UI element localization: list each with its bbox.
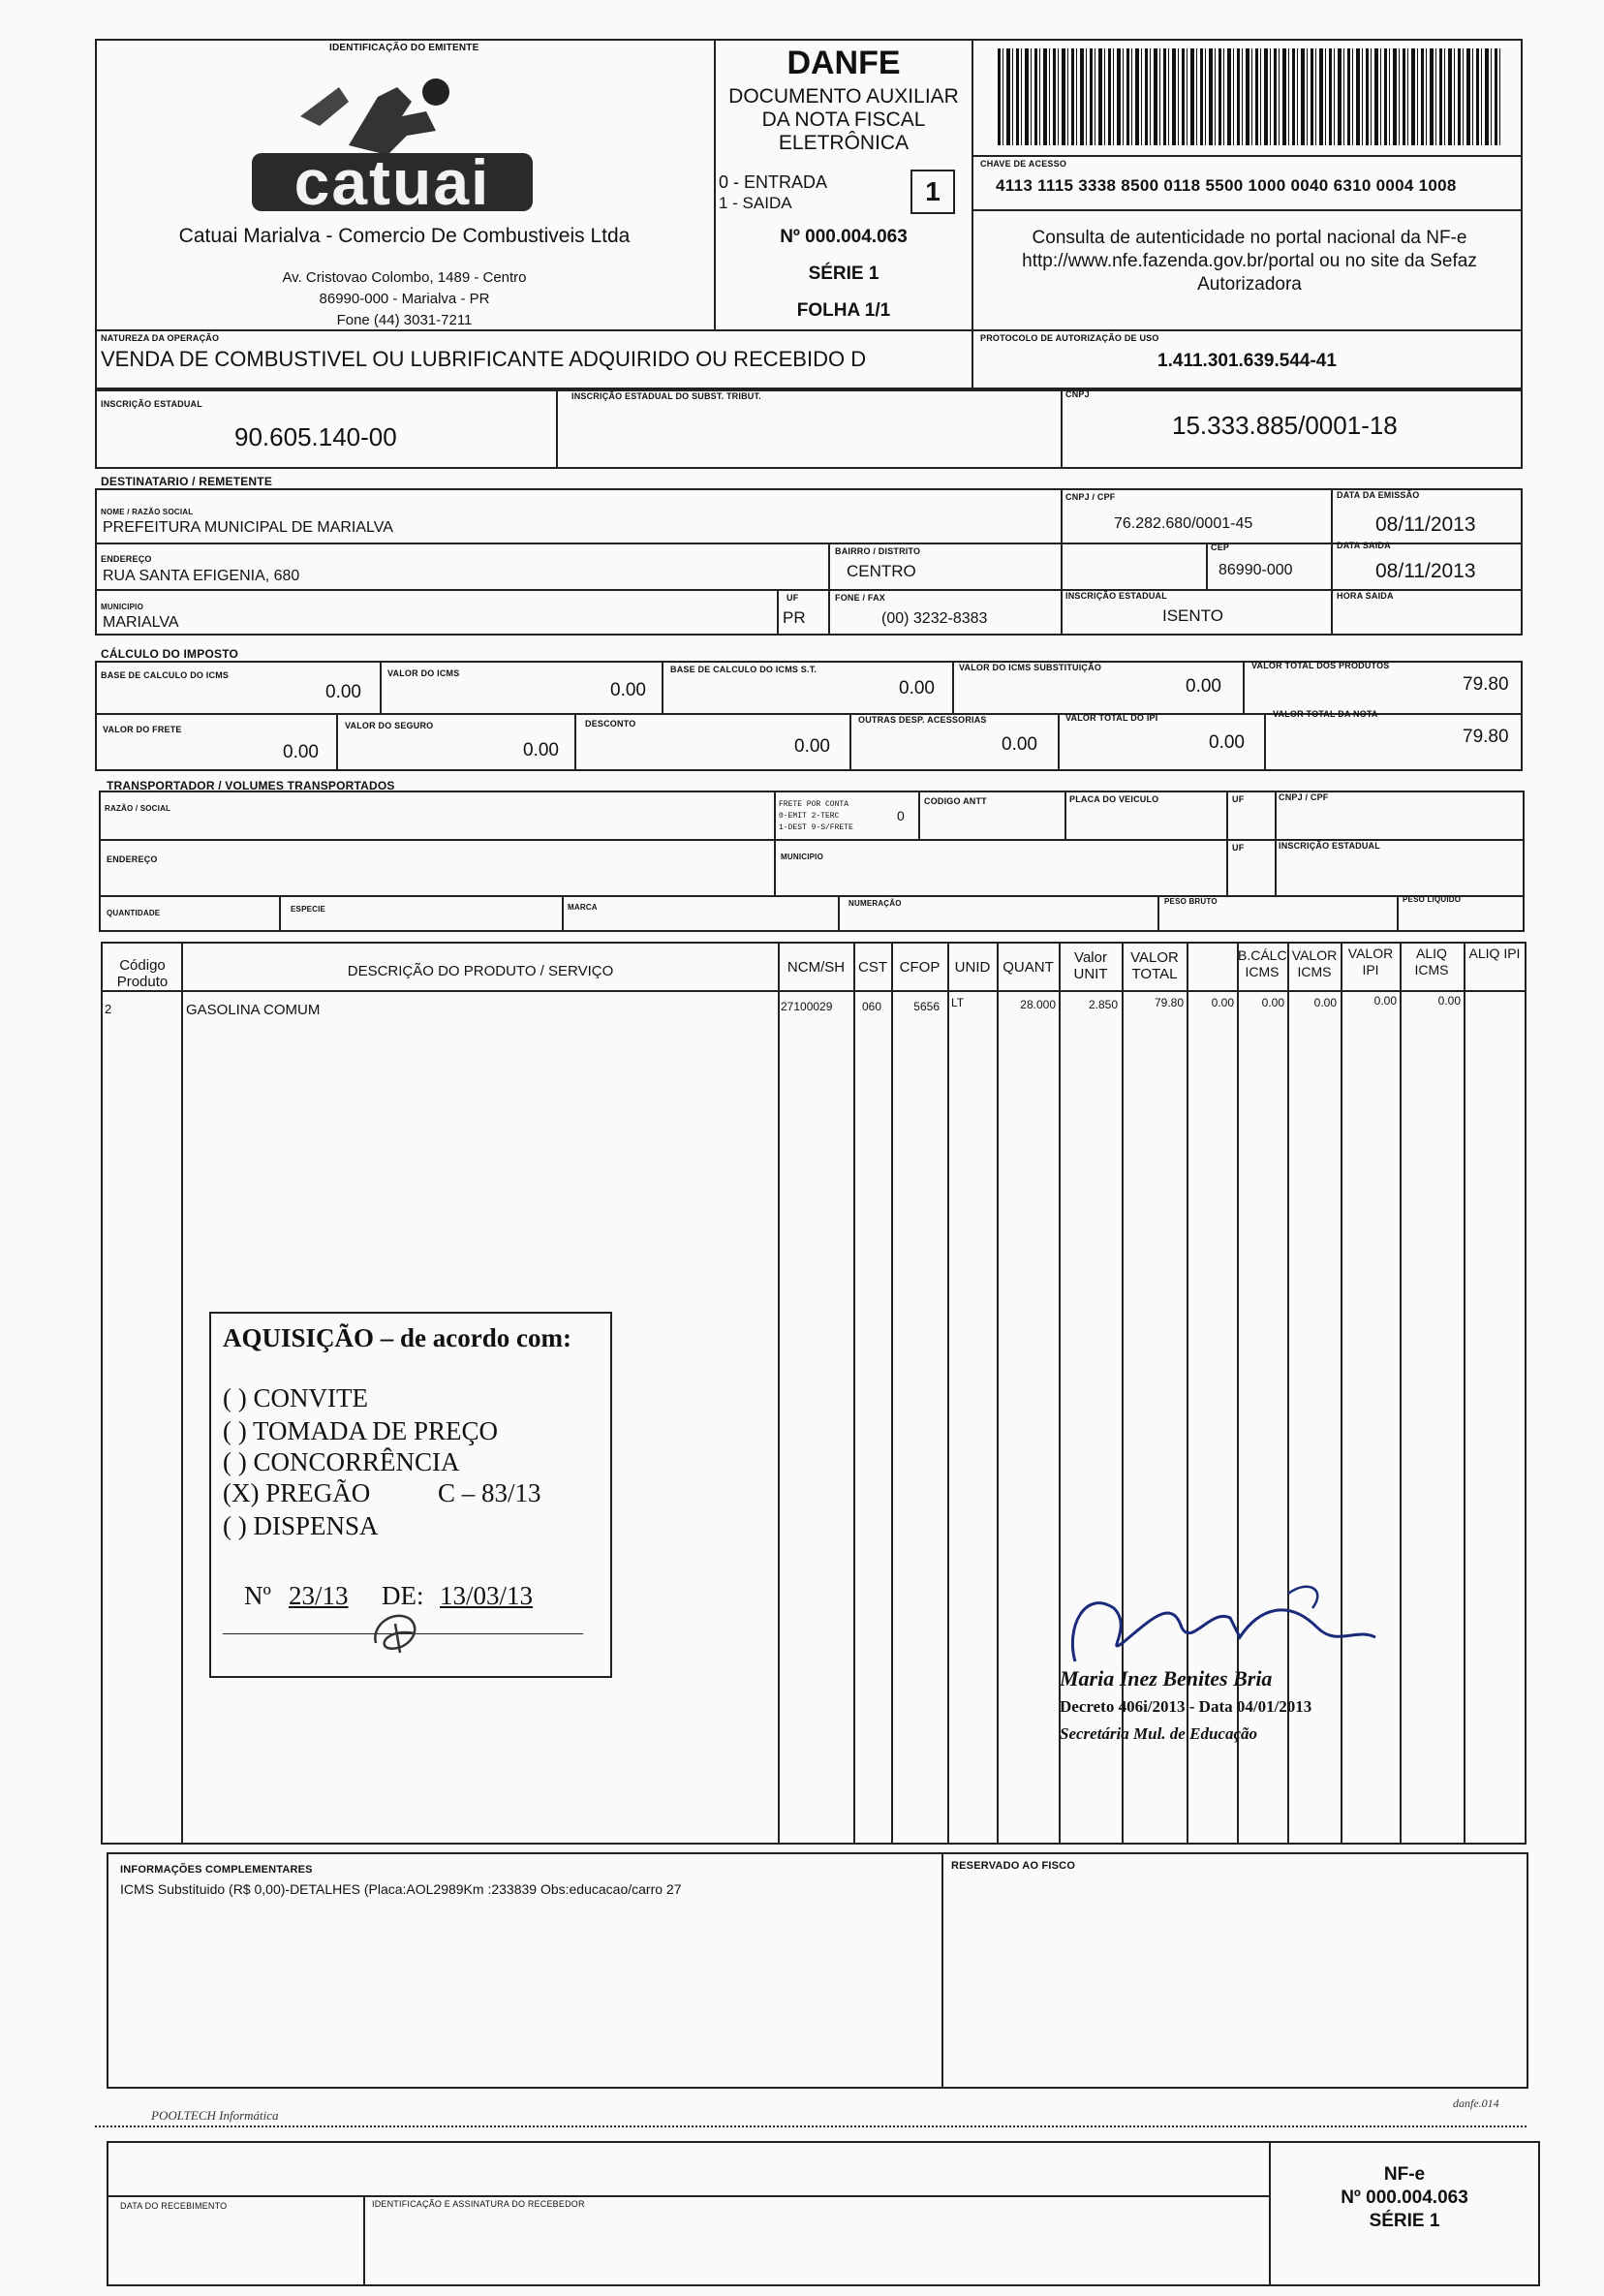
row-aicms: 0.00 xyxy=(1373,994,1397,1008)
dest-ie: ISENTO xyxy=(1162,606,1223,625)
destinatario-box xyxy=(95,488,1523,636)
dest-nome-label: NOME / RAZÃO SOCIAL xyxy=(101,508,194,516)
natureza-label: NATUREZA DA OPERAÇÃO xyxy=(101,333,220,343)
ipi-label: VALOR TOTAL DO IPI xyxy=(1065,713,1158,723)
imposto-section: CÁLCULO DO IMPOSTO xyxy=(101,647,239,661)
total-nota-label: VALOR TOTAL DA NOTA xyxy=(1273,709,1378,719)
valor-icms: 0.00 xyxy=(610,680,646,700)
col-bcicms: B.CÁLC ICMS xyxy=(1238,947,1287,979)
col-quant: QUANT xyxy=(1002,959,1054,976)
emitente-phone: Fone (44) 3031-7211 xyxy=(336,312,473,328)
catuai-logo xyxy=(242,58,542,218)
fisco-label: RESERVADO AO FISCO xyxy=(951,1860,1076,1872)
row-vipi: 0.00 xyxy=(1313,996,1337,1009)
seguro-label: VALOR DO SEGURO xyxy=(345,721,434,730)
dest-uf-label: UF xyxy=(787,593,799,603)
row-ncm: 27100029 xyxy=(781,1000,833,1013)
row-quant: 28.000 xyxy=(1020,998,1056,1011)
dest-nome: PREFEITURA MUNICIPAL DE MARIALVA xyxy=(103,519,393,536)
base-icms: 0.00 xyxy=(325,682,361,702)
transp-cnpj-label: CNPJ / CPF xyxy=(1279,792,1329,802)
row-vtotal: 79.80 xyxy=(1154,996,1184,1009)
dest-fone: (00) 3232-8383 xyxy=(881,610,988,627)
canhoto-numero: Nº 000.004.063 xyxy=(1341,2187,1468,2208)
col-aicms: ALIQ ICMS xyxy=(1414,946,1449,977)
transp-numeracao-label: NUMERAÇÃO xyxy=(848,899,902,908)
stamp-pregao-ref: C – 83/13 xyxy=(438,1478,541,1507)
desconto: 0.00 xyxy=(794,736,830,757)
canhoto-serie: SÉRIE 1 xyxy=(1369,2211,1440,2231)
outras: 0.00 xyxy=(1002,734,1037,755)
dest-fone-label: FONE / FAX xyxy=(835,593,886,603)
danfe-title: DANFE xyxy=(787,45,901,81)
signer-cargo: Secretária Mul. de Educação xyxy=(1060,1724,1257,1743)
chave-value: 4113 1115 3338 8500 0118 5500 1000 0040 6310 0004 1008 xyxy=(996,176,1457,195)
seguro: 0.00 xyxy=(523,740,559,760)
transp-peso-liquido-label: PESO LIQUIDO xyxy=(1403,895,1462,904)
danfe-version: danfe.014 xyxy=(1453,2096,1499,2110)
col-vicms: VALOR ICMS xyxy=(1291,947,1338,979)
dest-hora-label: HORA SAIDA xyxy=(1337,591,1394,601)
dest-cnpj-label: CNPJ / CPF xyxy=(1065,492,1116,502)
saida-label: 1 - SAIDA xyxy=(719,194,792,212)
transportador-section: TRANSPORTADOR / VOLUMES TRANSPORTADOS xyxy=(107,779,395,792)
emitente-name: Catuai Marialva - Comercio De Combustiveis Ltda xyxy=(178,225,631,247)
transp-uf2-label: UF xyxy=(1232,843,1245,853)
col-vipi: VALOR IPI xyxy=(1347,946,1394,977)
base-st: 0.00 xyxy=(899,678,935,698)
transp-endereco-label: ENDEREÇO xyxy=(107,854,158,864)
transp-municipio-label: MUNICIPIO xyxy=(781,853,824,861)
dest-municipio: MARIALVA xyxy=(103,614,179,631)
stamp-concorrencia: ( ) CONCORRÊNCIA xyxy=(223,1447,460,1476)
col-ncm: NCM/SH xyxy=(787,959,846,976)
base-icms-label: BASE DE CALCULO DO ICMS xyxy=(101,670,230,680)
desconto-label: DESCONTO xyxy=(585,719,636,729)
total-nota: 79.80 xyxy=(1463,727,1509,747)
transp-frete-label-3: 1-DEST 9-S/FRETE xyxy=(779,823,853,832)
ie-label: INSCRIÇÃO ESTADUAL xyxy=(101,399,202,409)
row-vunit: 2.850 xyxy=(1088,998,1118,1011)
signature-icon xyxy=(1046,1569,1395,1676)
stamp-tomada: ( ) TOMADA DE PREÇO xyxy=(223,1416,499,1445)
cnpj-value: 15.333.885/0001-18 xyxy=(1172,411,1398,440)
dest-bairro: CENTRO xyxy=(847,562,916,580)
barcode xyxy=(998,48,1501,145)
row-aipi: 0.00 xyxy=(1437,994,1461,1008)
col-vunit: Valor UNIT xyxy=(1073,949,1108,982)
entrada-label: 0 - ENTRADA xyxy=(719,172,828,192)
initials-scribble-icon xyxy=(366,1604,434,1659)
dest-uf: PR xyxy=(783,608,806,627)
dest-ie-label: INSCRIÇÃO ESTADUAL xyxy=(1065,591,1167,601)
frete: 0.00 xyxy=(283,742,319,762)
software-credit: POOLTECH Informática xyxy=(151,2108,279,2123)
total-produtos: 79.80 xyxy=(1463,674,1509,695)
dest-municipio-label: MUNICIPIO xyxy=(101,603,144,611)
stamp-numero: 23/13 xyxy=(289,1581,349,1610)
dest-cep: 86990-000 xyxy=(1218,562,1293,578)
dest-bairro-label: BAIRRO / DISTRITO xyxy=(835,546,921,556)
stamp-pregao: (X) PREGÃO xyxy=(223,1478,371,1507)
dest-cep-label: CEP xyxy=(1211,543,1230,552)
stamp-dispensa: ( ) DISPENSA xyxy=(223,1511,379,1540)
protocolo-label: PROTOCOLO DE AUTORIZAÇÃO DE USO xyxy=(980,333,1159,343)
transp-peso-bruto-label: PESO BRUTO xyxy=(1164,897,1218,906)
tipo-box: 1 xyxy=(910,170,955,214)
stamp-convite: ( ) CONVITE xyxy=(223,1383,368,1412)
col-cfop: CFOP xyxy=(899,959,941,976)
stamp-data: 13/03/13 xyxy=(440,1581,534,1610)
canhoto-ident-label: IDENTIFICAÇÃO E ASSINATURA DO RECEBEDOR xyxy=(372,2199,585,2209)
cnpj-label: CNPJ xyxy=(1065,389,1090,399)
complementares-label: INFORMAÇÕES COMPLEMENTARES xyxy=(120,1864,313,1876)
danfe-numero: Nº 000.004.063 xyxy=(780,227,908,247)
dest-saida: 08/11/2013 xyxy=(1375,560,1476,582)
col-codigo: Código Produto xyxy=(116,957,169,990)
col-unid: UNID xyxy=(954,959,991,976)
frete-label: VALOR DO FRETE xyxy=(103,725,182,734)
cut-line xyxy=(95,2125,1527,2127)
stamp-title: AQUISIÇÃO – de acordo com: xyxy=(223,1323,571,1352)
valor-st-label: VALOR DO ICMS SUBSTITUIÇÃO xyxy=(959,663,1102,672)
row-codigo: 2 xyxy=(105,1002,112,1016)
danfe-folha: FOLHA 1/1 xyxy=(796,300,891,321)
row-cst: 060 xyxy=(861,1000,882,1013)
aquisicao-stamp xyxy=(209,1312,612,1678)
dest-emissao-label: DATA DA EMISSÃO xyxy=(1337,490,1420,500)
transp-razao-label: RAZÃO / SOCIAL xyxy=(105,804,171,813)
base-st-label: BASE DE CALCULO DO ICMS S.T. xyxy=(670,665,817,674)
transp-especie-label: ESPECIE xyxy=(291,905,326,914)
canhoto-data-label: DATA DO RECEBIMENTO xyxy=(120,2201,228,2211)
stamp-numero-prefix: Nº xyxy=(244,1581,271,1610)
chave-label: CHAVE DE ACESSO xyxy=(980,159,1067,169)
dest-emissao: 08/11/2013 xyxy=(1375,513,1476,536)
transp-quantidade-label: QUANTIDADE xyxy=(107,909,161,917)
row-cfop: 5656 xyxy=(913,1000,940,1013)
transp-marca-label: MARCA xyxy=(568,903,598,912)
dest-cnpj: 76.282.680/0001-45 xyxy=(1114,515,1253,532)
valor-st: 0.00 xyxy=(1186,676,1221,697)
consulta-text: Consulta de autenticidade no portal nacional da NF-e http://www.nfe.fazenda.gov.br/portal ou no site da Sefaz Autorizadora xyxy=(1022,228,1477,295)
ie-value: 90.605.140-00 xyxy=(234,422,397,451)
emitente-address-1: Av. Cristovao Colombo, 1489 - Centro xyxy=(282,269,527,286)
col-cst: CST xyxy=(858,959,887,976)
ipi: 0.00 xyxy=(1209,732,1245,753)
valor-icms-label: VALOR DO ICMS xyxy=(387,668,460,678)
total-produtos-label: VALOR TOTAL DOS PRODUTOS xyxy=(1251,661,1390,670)
protocolo-value: 1.411.301.639.544-41 xyxy=(1157,351,1337,371)
dest-endereco-label: ENDEREÇO xyxy=(101,554,152,564)
transp-frete-label-2: 0-EMIT 2-TERC xyxy=(779,812,840,821)
destinatario-section: DESTINATARIO / REMETENTE xyxy=(101,475,273,488)
logo-wordmark: catuai xyxy=(293,146,491,218)
signer-decreto: Decreto 406i/2013 - Data 04/01/2013 xyxy=(1060,1697,1312,1716)
transp-uf-label: UF xyxy=(1232,794,1245,804)
row-unid: LT xyxy=(951,996,965,1009)
transp-ie-label: INSCRIÇÃO ESTADUAL xyxy=(1279,841,1380,851)
outras-label: OUTRAS DESP. ACESSORIAS xyxy=(858,715,987,725)
transp-antt-label: CODIGO ANTT xyxy=(924,796,987,806)
emitente-header-label: IDENTIFICAÇÃO DO EMITENTE xyxy=(329,43,479,53)
complementares-text: ICMS Substituido (R$ 0,00)-DETALHES (Placa:AOL2989Km :233839 Obs:educacao/carro 27 xyxy=(120,1881,682,1897)
row-descricao: GASOLINA COMUM xyxy=(186,1002,321,1018)
dest-saida-label: DATA SAIDA xyxy=(1337,541,1391,550)
row-bcicms: 0.00 xyxy=(1211,996,1234,1009)
natureza-value: VENDA DE COMBUSTIVEL OU LUBRIFICANTE ADQUIRIDO OU RECEBIDO D xyxy=(101,347,867,371)
col-descricao: DESCRIÇÃO DO PRODUTO / SERVIÇO xyxy=(347,963,614,979)
stamp-data-prefix: DE: xyxy=(382,1581,424,1610)
col-vtotal: VALOR TOTAL xyxy=(1130,949,1179,982)
signer-name: Maria Inez Benites Bria xyxy=(1060,1666,1273,1691)
transp-frete: 0 xyxy=(897,808,905,823)
emitente-address-2: 86990-000 - Marialva - PR xyxy=(319,291,490,307)
transp-placa-label: PLACA DO VEICULO xyxy=(1069,794,1159,804)
danfe-serie: SÉRIE 1 xyxy=(808,264,879,284)
dest-endereco: RUA SANTA EFIGENIA, 680 xyxy=(103,568,300,584)
row-vicms: 0.00 xyxy=(1261,996,1284,1009)
transp-frete-label-1: FRETE POR CONTA xyxy=(779,800,849,809)
canhoto-nfe: NF-e xyxy=(1383,2164,1426,2185)
col-aipi: ALIQ IPI xyxy=(1468,946,1521,961)
danfe-subtitle: DOCUMENTO AUXILIAR DA NOTA FISCAL ELETRÔNICA xyxy=(728,85,959,154)
ie-st-label: INSCRIÇÃO ESTADUAL DO SUBST. TRIBUT. xyxy=(571,391,761,401)
